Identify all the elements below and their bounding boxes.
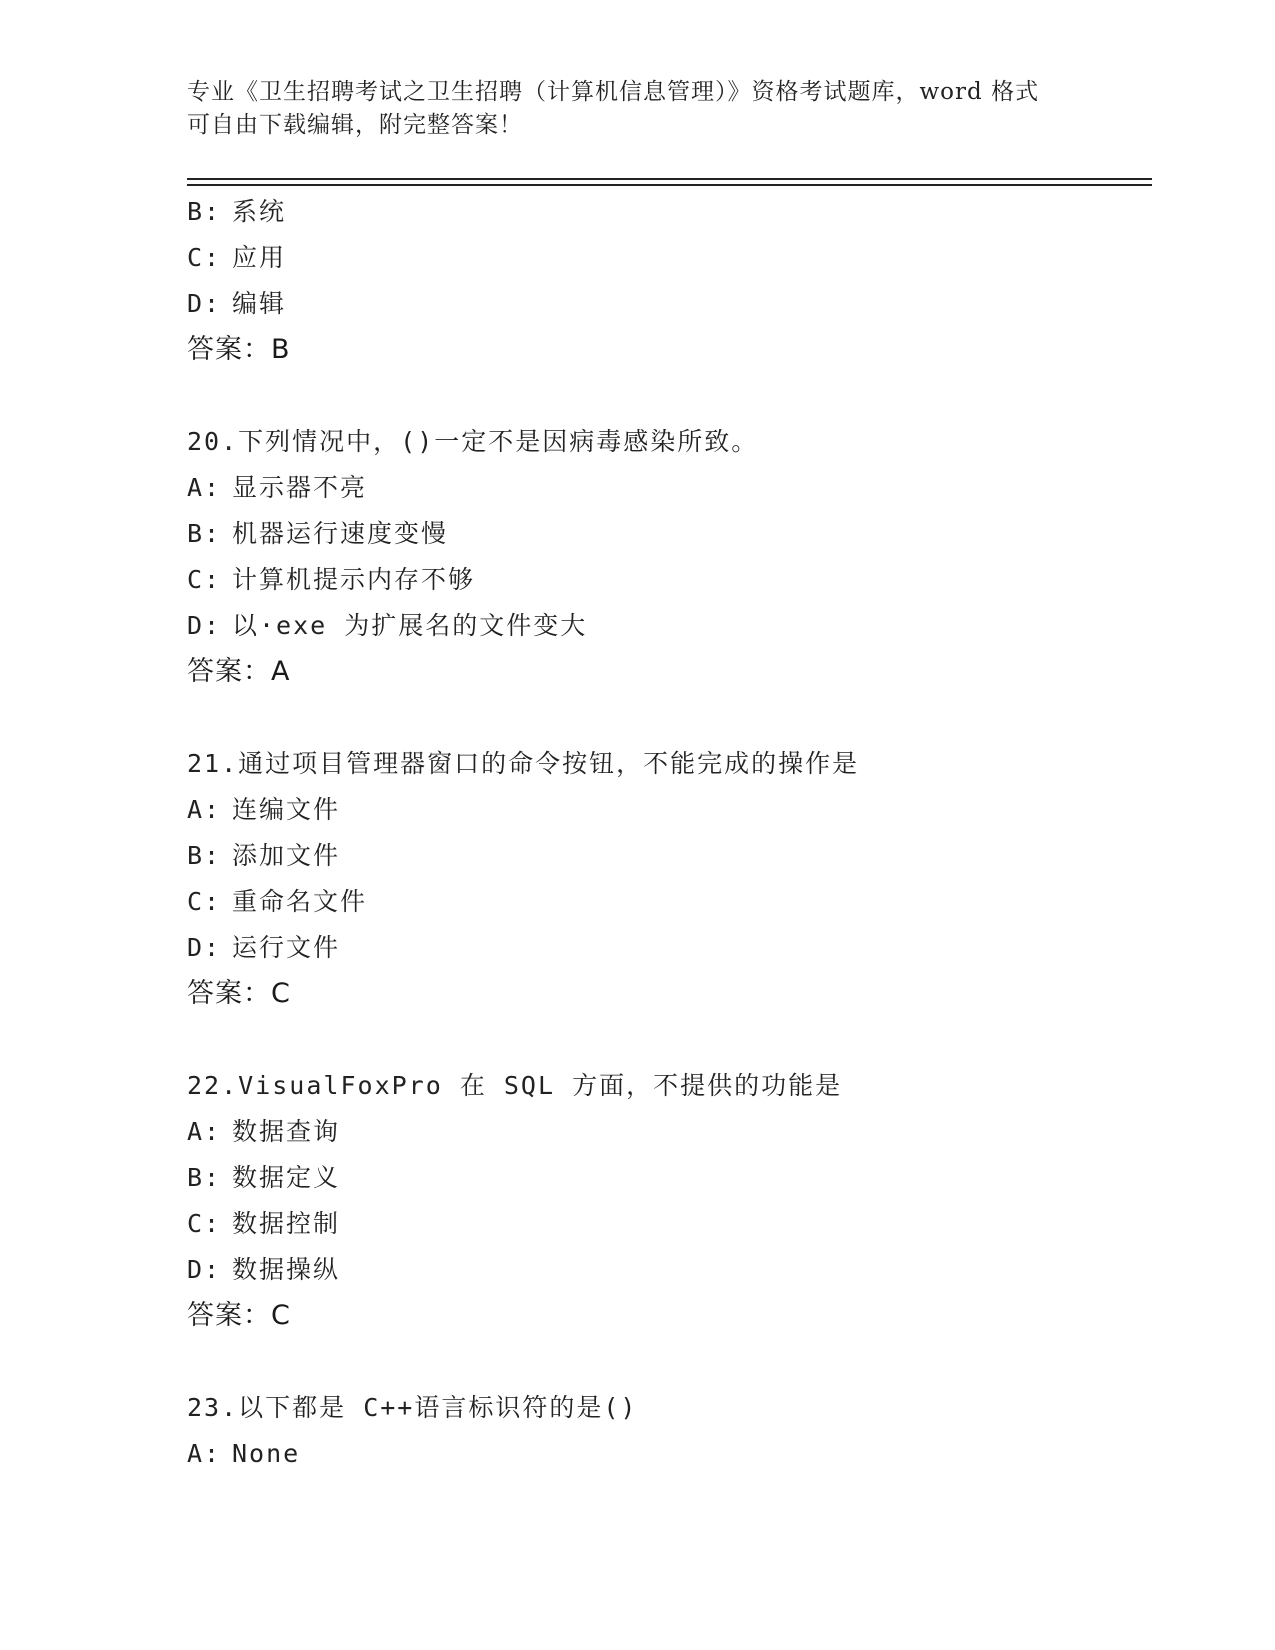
option-label: D:: [187, 611, 222, 640]
option-text: 运行文件: [232, 933, 341, 962]
option-label: B:: [187, 841, 222, 870]
option-label: C:: [187, 887, 222, 916]
question-block-20: [187, 419, 1147, 695]
option-d: [187, 603, 1147, 649]
option-label: C:: [187, 565, 222, 594]
header-divider-bottom: [187, 184, 1152, 186]
question-block-21: [187, 741, 1147, 1017]
option-d: [187, 1247, 1147, 1293]
option-a: [187, 1431, 1147, 1477]
option-b: [187, 189, 1147, 235]
option-text: 数据定义: [232, 1163, 341, 1192]
option-b: [187, 1155, 1147, 1201]
option-text: 计算机提示内存不够: [232, 565, 476, 594]
question-title: 20.下列情况中，()一定不是因病毒感染所致。: [187, 427, 759, 456]
option-text: 显示器不亮: [232, 473, 368, 502]
option-label: C:: [187, 1209, 222, 1238]
option-text: 添加文件: [232, 841, 341, 870]
question-title: 23.以下都是 C++语言标识符的是(): [187, 1393, 638, 1422]
option-text: None: [232, 1439, 301, 1468]
option-label: A:: [187, 1117, 222, 1146]
question-block-23: [187, 1385, 1147, 1477]
option-text: 系统: [232, 197, 287, 226]
question-block-19: [187, 189, 1147, 373]
answer-line: 答案：C: [187, 1300, 291, 1331]
option-text: 以·exe 为扩展名的文件变大: [232, 611, 588, 640]
option-text: 数据查询: [232, 1117, 341, 1146]
option-text: 连编文件: [232, 795, 341, 824]
option-d: [187, 925, 1147, 971]
option-label: D:: [187, 289, 222, 318]
option-label: C:: [187, 243, 222, 272]
option-a: [187, 465, 1147, 511]
option-label: B:: [187, 519, 222, 548]
document-header: [187, 76, 1087, 142]
option-b: [187, 833, 1147, 879]
option-c: [187, 1201, 1147, 1247]
option-text: 数据控制: [232, 1209, 341, 1238]
option-a: [187, 787, 1147, 833]
option-label: A:: [187, 473, 222, 502]
question-list: [187, 189, 1147, 1477]
answer-line: 答案：C: [187, 978, 291, 1009]
question-block-22: [187, 1063, 1147, 1339]
option-text: 应用: [232, 243, 287, 272]
option-text: 机器运行速度变慢: [232, 519, 449, 548]
answer-line: 答案：B: [187, 334, 291, 365]
option-text: 重命名文件: [232, 887, 368, 916]
option-a: [187, 1109, 1147, 1155]
option-c: [187, 879, 1147, 925]
question-title: 22.VisualFoxPro 在 SQL 方面，不提供的功能是: [187, 1071, 843, 1100]
header-divider-top: [187, 178, 1152, 180]
option-label: D:: [187, 1255, 222, 1284]
option-label: A:: [187, 795, 222, 824]
header-line-1: 专业《卫生招聘考试之卫生招聘（计算机信息管理）》资格考试题库，word 格式: [187, 79, 1040, 105]
option-label: A:: [187, 1439, 222, 1468]
header-line-2: 可自由下载编辑，附完整答案！: [187, 112, 523, 138]
option-c: [187, 235, 1147, 281]
option-text: 数据操纵: [232, 1255, 341, 1284]
answer-line: 答案：A: [187, 656, 291, 687]
question-title: 21.通过项目管理器窗口的命令按钮，不能完成的操作是: [187, 749, 860, 778]
option-text: 编辑: [232, 289, 287, 318]
option-c: [187, 557, 1147, 603]
option-d: [187, 281, 1147, 327]
option-label: D:: [187, 933, 222, 962]
option-label: B:: [187, 197, 222, 226]
option-label: B:: [187, 1163, 222, 1192]
option-b: [187, 511, 1147, 557]
